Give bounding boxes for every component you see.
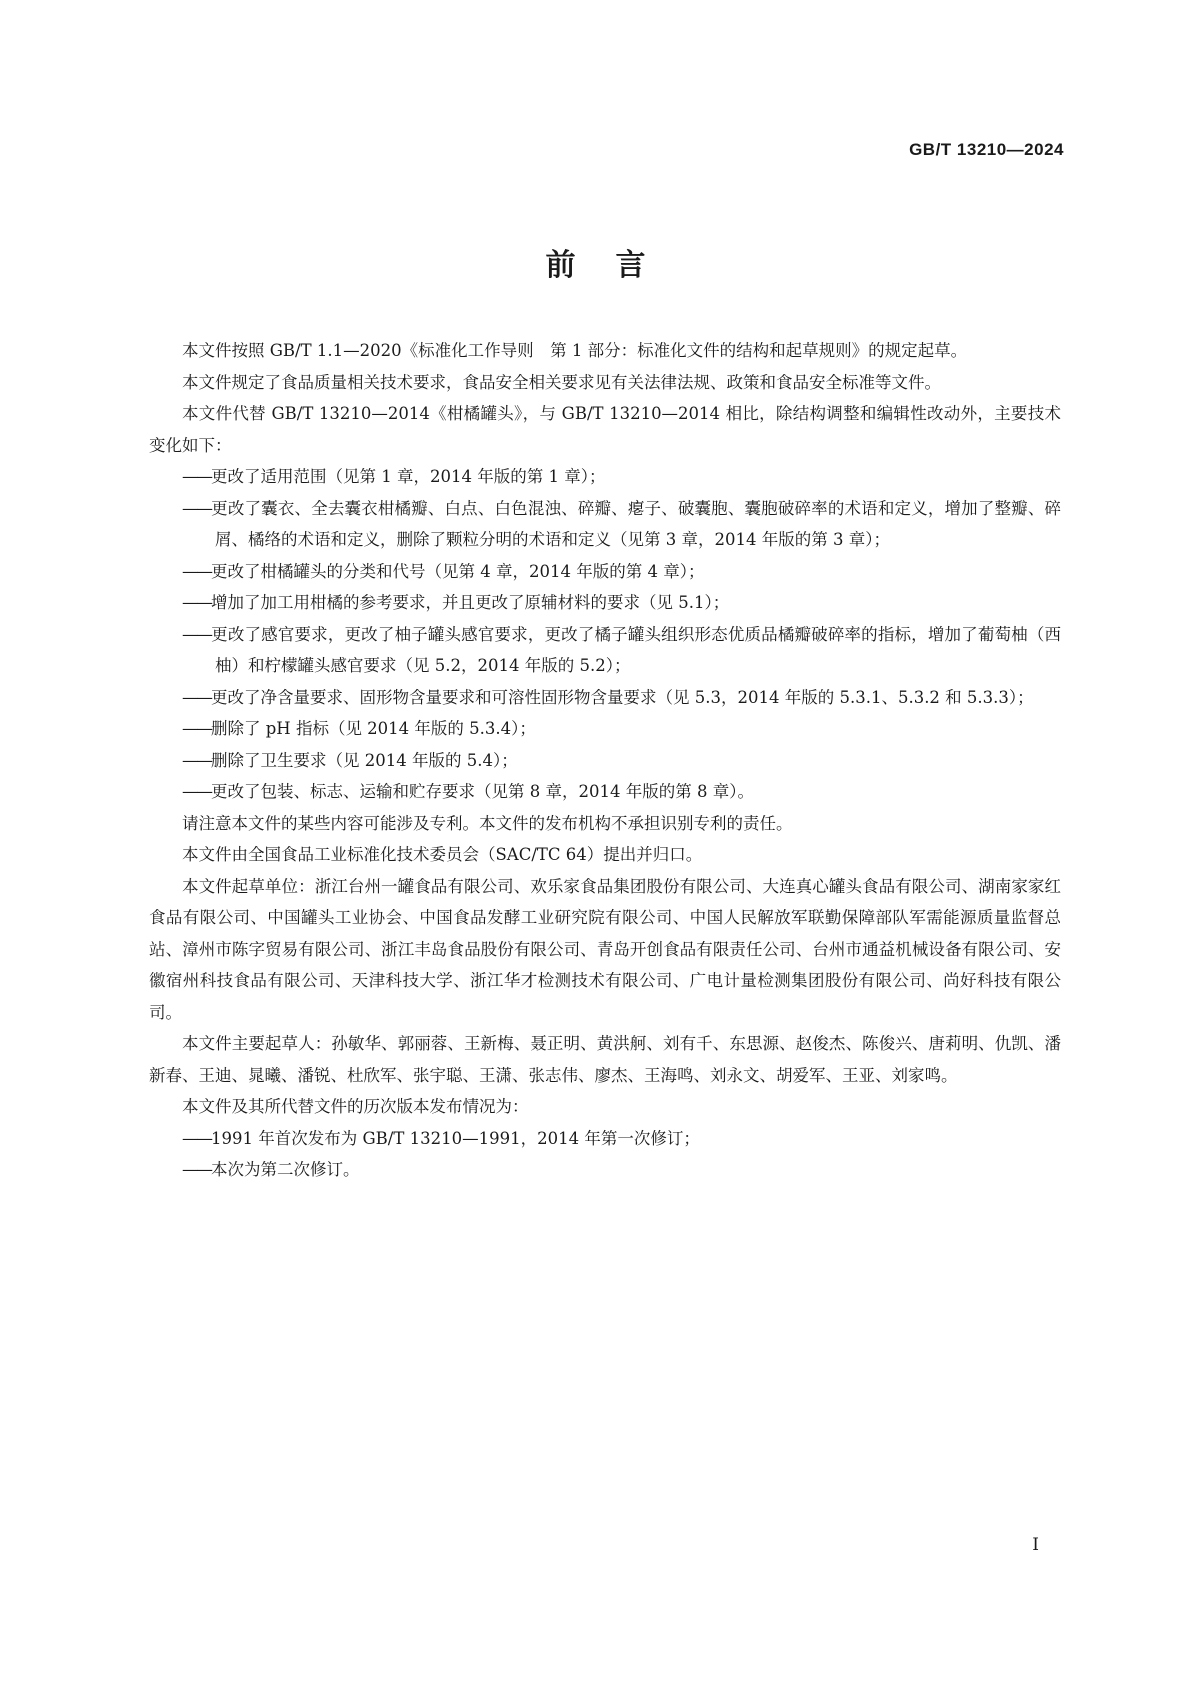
dash-marker: ——	[182, 750, 211, 770]
change-item	[149, 461, 1061, 493]
change-item-text: 增加了加工用柑橘的参考要求，并且更改了原辅材料的要求（见 5.1）；	[211, 593, 730, 612]
dash-marker: ——	[182, 1160, 211, 1179]
change-item	[149, 587, 1061, 619]
change-item-text: 更改了净含量要求、固形物含量要求和可溶性固形物含量要求（见 5.3，2014 年版的 5.3.1、5.3.2 和 5.3.3）；	[211, 687, 1034, 707]
dash-marker: ——	[182, 561, 211, 581]
change-item-text: 更改了柑橘罐头的分类和代号（见第 4 章，2014 年版的第 4 章）；	[211, 561, 705, 581]
intro-paragraph: 本文件规定了食品质量相关技术要求，食品安全相关要求见有关法律法规、政策和食品安全标准等文件。	[182, 372, 941, 392]
standard-code: GB/T 13210—2024	[909, 140, 1064, 159]
change-item-text: 更改了囊衣、全去囊衣柑橘瓣、白点、白色混浊、碎瓣、瘪子、破囊胞、囊胞破碎率的术语和定义，增加了整瓣、碎屑、橘络的术语和定义，删除了颗粒分明的术语和定义（见第 3 章，2014 年版的第 3 章）；	[211, 498, 1061, 549]
change-item-text: 更改了适用范围（见第 1 章，2014 年版的第 1 章）；	[211, 467, 606, 486]
intro-paragraph: 本文件按照 GB/T 1.1—2020《标准化工作导则 第 1 部分：标准化文件的结构和起草规则》的规定起草。	[182, 341, 968, 360]
intro-paragraph: 本文件代替 GB/T 13210—2014《柑橘罐头》，与 GB/T 13210—2014 相比，除结构调整和编辑性改动外，主要技术变化如下：	[149, 404, 1061, 455]
dash-marker: ——	[182, 687, 211, 707]
dash-marker: ——	[182, 498, 211, 518]
change-item	[149, 713, 1061, 745]
dash-marker: ——	[182, 624, 211, 644]
change-item	[149, 776, 1061, 808]
body-paragraph: 本文件起草单位：浙江台州一罐食品有限公司、欢乐家食品集团股份有限公司、大连真心罐头食品有限公司、湖南家家红食品有限公司、中国罐头工业协会、中国食品发酵工业研究院有限公司、中国人民解放军联勤保障部队军需能源质量监督总站、漳州市陈字贸易有限公司、浙江丰岛食品股份有限公司、青岛开创食品有限责任公司、台州市通益机械设备有限公司、安徽宿州科技食品有限公司、天津科技大学、浙江华才检测技术有限公司、广电计量检测集团股份有限公司、尚好科技有限公司。	[149, 876, 1061, 1022]
change-item-text: 删除了卫生要求（见 2014 年版的 5.4）；	[211, 750, 518, 770]
dash-marker: ——	[182, 593, 211, 612]
change-item-text: 删除了 pH 指标（见 2014 年版的 5.3.4）；	[211, 719, 536, 738]
body-paragraph: 本文件及其所代替文件的历次版本发布情况为：	[182, 1097, 529, 1116]
history-item	[149, 1123, 1061, 1155]
change-item	[149, 493, 1061, 556]
change-item	[149, 745, 1061, 777]
page-number: Ⅰ	[1032, 1535, 1039, 1555]
body-paragraph: 请注意本文件的某些内容可能涉及专利。本文件的发布机构不承担识别专利的责任。	[182, 813, 793, 833]
change-item	[149, 556, 1061, 588]
dash-marker: ——	[182, 467, 211, 486]
dash-marker: ——	[182, 1128, 211, 1148]
page-title: 前言	[545, 248, 686, 283]
dash-marker: ——	[182, 719, 211, 738]
change-item-text: 更改了包装、标志、运输和贮存要求（见第 8 章，2014 年版的第 8 章）。	[211, 782, 754, 801]
history-item-text: 1991 年首次发布为 GB/T 13210—1991，2014 年第一次修订；	[211, 1128, 700, 1148]
document-body	[149, 335, 1061, 1186]
body-paragraph: 本文件主要起草人：孙敏华、郭丽蓉、王新梅、聂正明、黄洪舸、刘有千、东思源、赵俊杰、陈俊兴、唐莉明、仇凯、潘新春、王迪、晁曦、潘锐、杜欣军、张宇聪、王潇、张志伟、廖杰、王海鸣、刘永文、胡爱军、王亚、刘家鸣。	[149, 1034, 1061, 1085]
history-item	[149, 1154, 1061, 1186]
change-item	[149, 619, 1061, 682]
change-item	[149, 682, 1061, 714]
dash-marker: ——	[182, 782, 211, 801]
history-item-text: 本次为第二次修订。	[211, 1160, 360, 1179]
change-item-text: 更改了感官要求，更改了柚子罐头感官要求，更改了橘子罐头组织形态优质品橘瓣破碎率的指标，增加了葡萄柚（西柚）和柠檬罐头感官要求（见 5.2，2014 年版的 5.2）；	[211, 624, 1061, 675]
body-paragraph: 本文件由全国食品工业标准化技术委员会（SAC/TC 64）提出并归口。	[182, 845, 703, 864]
